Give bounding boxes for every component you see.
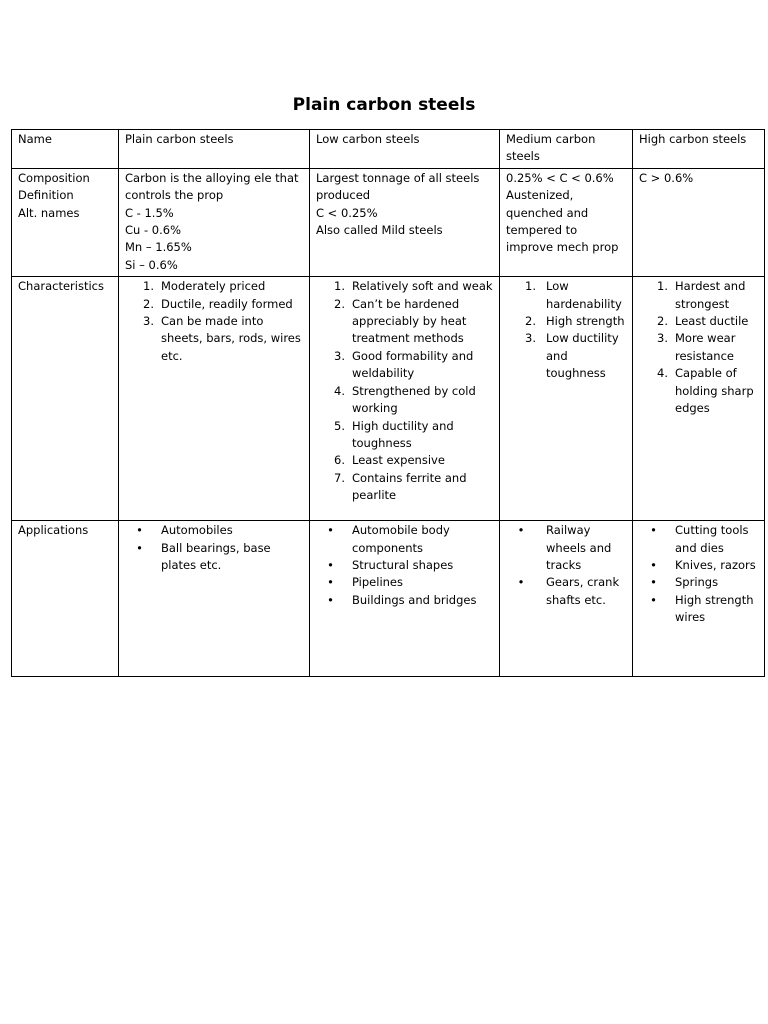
header-cell-high: High carbon steels [633, 130, 765, 169]
list-item: 1. Low hardenability [525, 279, 622, 311]
cell-line: Mn – 1.65% [125, 240, 192, 255]
list-item: • High strength wires [650, 592, 754, 625]
composition-row [12, 168, 765, 276]
row-label: Definition [18, 188, 74, 203]
list-item: • Cutting tools and dies [650, 523, 749, 555]
list-item: 6. Least expensive [334, 453, 445, 468]
numbered-list [506, 278, 626, 382]
characteristics-label-cell: Characteristics [12, 277, 119, 521]
bullet-list [316, 522, 493, 609]
cell-line: Si – 0.6% [125, 257, 178, 272]
applications-plain-cell [119, 521, 310, 677]
applications-label-cell: Applications [12, 521, 119, 677]
list-item: • Automobiles [136, 523, 233, 538]
header-cell-name: Name [12, 130, 119, 169]
composition-low-cell [310, 168, 500, 276]
list-item: • Ball bearings, base plates etc. [136, 540, 271, 573]
characteristics-plain-cell [119, 277, 310, 521]
row-label: Alt. names [18, 205, 80, 220]
list-item: • Buildings and bridges [327, 592, 477, 607]
list-item: • Railway wheels and tracks [517, 523, 612, 573]
list-item: • Knives, razors [650, 558, 756, 573]
bullet-list [639, 522, 758, 626]
list-item: 3. More wear resistance [657, 331, 736, 363]
numbered-list [639, 278, 758, 417]
list-item: 2. Can’t be hardened appreciably by heat treatment methods [334, 296, 467, 346]
list-item: 2. Ductile, readily formed [143, 296, 293, 311]
composition-medium-cell [500, 168, 633, 276]
header-cell-plain: Plain carbon steels [119, 130, 310, 169]
list-item: • Springs [650, 575, 719, 590]
list-item: 2. Least ductile [657, 314, 749, 329]
cell-line: Also called Mild steels [316, 223, 443, 238]
header-cell-medium: Medium carbon steels [500, 130, 633, 169]
cell-line: Largest tonnage of all steels produced [316, 170, 480, 203]
cell-line: Austenized, quenched and tempered to improve mech prop [506, 188, 619, 255]
header-cell-low: Low carbon steels [310, 130, 500, 169]
list-item: 3. Low ductility and toughness [525, 331, 619, 381]
list-item: • Structural shapes [327, 558, 454, 573]
list-item: 7. Contains ferrite and pearlite [334, 470, 467, 503]
composition-high-cell [633, 168, 765, 276]
list-item: • Automobile body components [327, 523, 450, 555]
page-title: Plain carbon steels [292, 95, 476, 115]
characteristics-row [12, 277, 765, 521]
cell-line: Cu - 0.6% [125, 223, 181, 238]
list-item: 1. Hardest and strongest [657, 279, 746, 311]
applications-low-cell [310, 521, 500, 677]
list-item: • Pipelines [327, 575, 403, 590]
cell-line: Carbon is the alloying ele that controls the prop [125, 170, 299, 203]
characteristics-high-cell [633, 277, 765, 521]
cell-line: C - 1.5% [125, 205, 174, 220]
list-item: 1. Relatively soft and weak [334, 279, 493, 294]
list-item: 3. Good formability and weldability [334, 348, 474, 381]
steel-comparison-table [11, 129, 765, 677]
list-item: • Gears, crank shafts etc. [517, 575, 620, 607]
cell-line: C > 0.6% [639, 170, 694, 185]
list-item: 1. Moderately priced [143, 279, 266, 294]
list-item: 2. High strength [525, 314, 625, 329]
characteristics-low-cell [310, 277, 500, 521]
applications-medium-cell [500, 521, 633, 677]
cell-line: 0.25% < C < 0.6% [506, 170, 614, 185]
composition-label-cell [12, 168, 119, 276]
applications-high-cell [633, 521, 765, 677]
numbered-list [316, 278, 493, 504]
header-row [12, 130, 765, 169]
row-label: Composition [18, 170, 90, 185]
list-item: 5. High ductility and toughness [334, 418, 454, 450]
list-item: 4. Capable of holding sharp edges [657, 366, 754, 416]
characteristics-medium-cell [500, 277, 633, 521]
list-item: 3. Can be made into sheets, bars, rods, wires etc. [143, 314, 301, 363]
bullet-list [125, 522, 303, 574]
cell-line: C < 0.25% [316, 205, 378, 220]
applications-row [12, 521, 765, 677]
bullet-list [506, 522, 626, 609]
list-item: 4. Strengthened by cold working [334, 383, 476, 416]
composition-plain-cell [119, 168, 310, 276]
numbered-list [125, 278, 303, 365]
